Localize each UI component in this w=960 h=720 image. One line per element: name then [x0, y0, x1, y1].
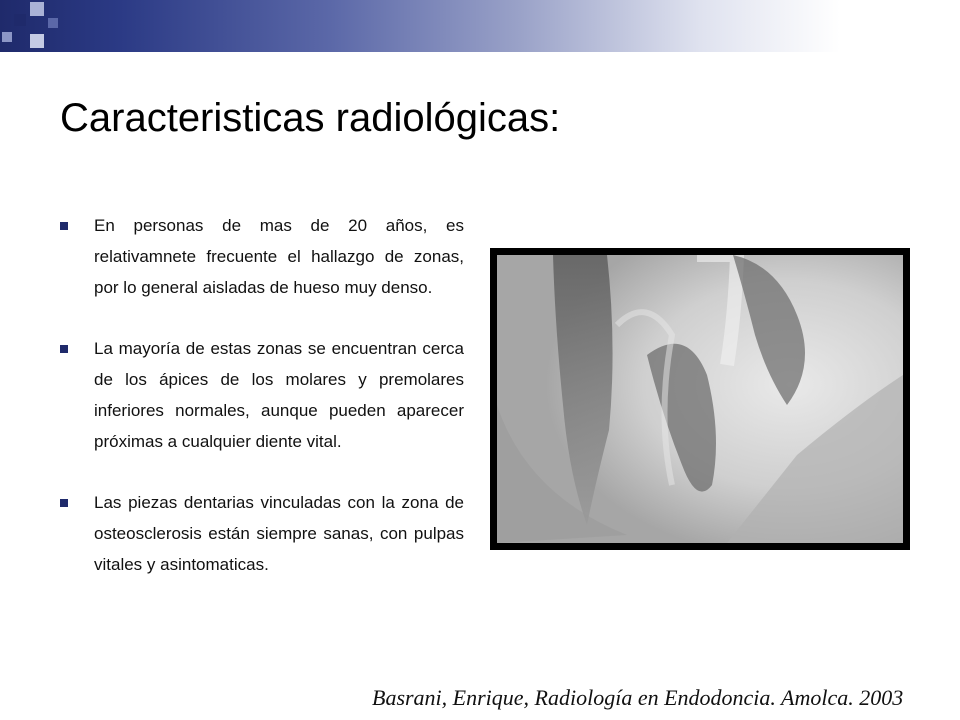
- bullet-text: En personas de mas de 20 años, es relativamnete frecuente el hallazgo de zonas, por lo general aisladas de hueso muy denso.: [94, 216, 464, 297]
- square-bullet-icon: [60, 222, 68, 230]
- decor-square-mid: [48, 18, 58, 28]
- bullet-text: Las piezas dentarias vinculadas con la zona de osteosclerosis están siempre sanas, con pulpas vitales y asintomaticas.: [94, 493, 464, 574]
- citation-text: Basrani, Enrique, Radiología en Endodoncia. Amolca. 2003: [372, 685, 904, 710]
- bullet-list: [60, 210, 464, 610]
- dental-xray-image: [490, 248, 910, 550]
- decor-square-mid-2: [2, 32, 12, 42]
- bullet-item: [60, 210, 464, 303]
- bullet-text: La mayoría de estas zonas se encuentran cerca de los ápices de los molares y premolares inferiores normales, aunque pueden aparecer próximas a cualquier diente vital.: [94, 339, 464, 451]
- slide-title: Caracteristicas radiológicas:: [60, 96, 561, 140]
- bullet-item: [60, 333, 464, 457]
- decor-square-light-2: [30, 34, 44, 48]
- decor-square-light: [30, 2, 44, 16]
- decor-square-navy: [14, 14, 26, 26]
- xray-illustration: [497, 255, 903, 543]
- square-bullet-icon: [60, 345, 68, 353]
- square-bullet-icon: [60, 499, 68, 507]
- bullet-item: [60, 487, 464, 580]
- header-gradient-band: [0, 0, 960, 52]
